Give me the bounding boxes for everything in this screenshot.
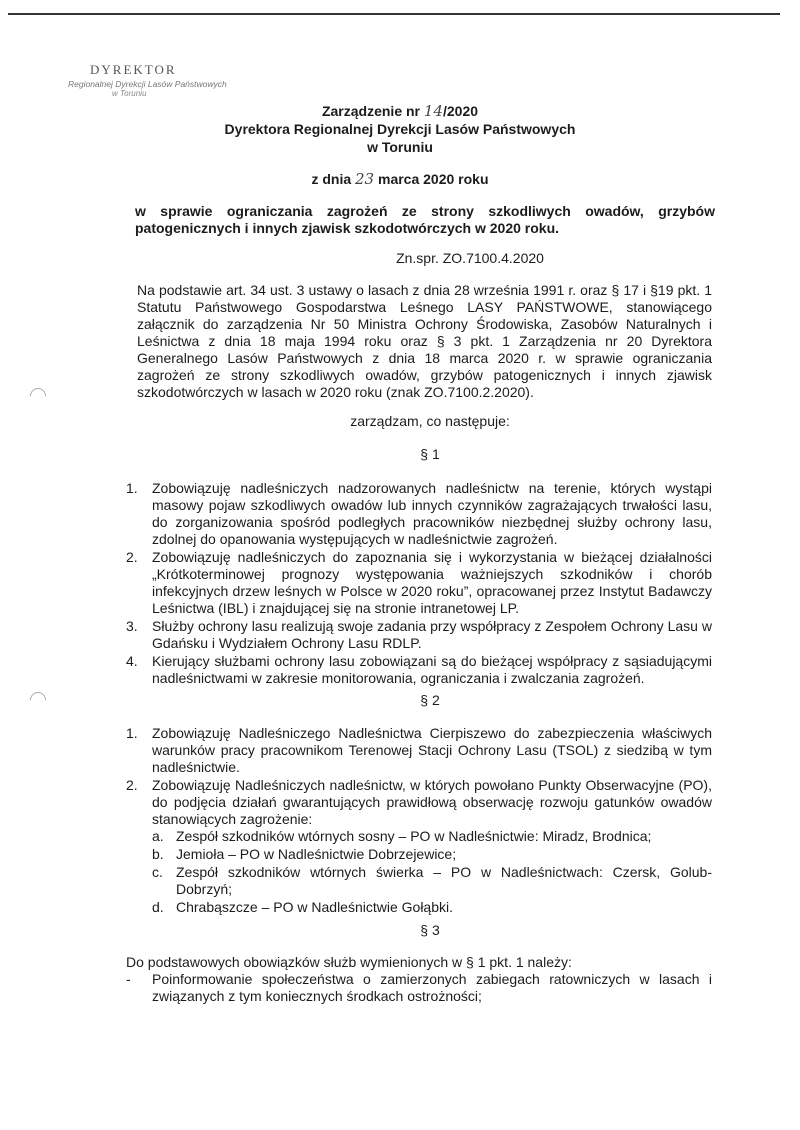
reference-number: Zn.spr. ZO.7100.4.2020 bbox=[396, 250, 544, 266]
stamp-city: w Toruniu bbox=[112, 89, 147, 98]
date-prefix: z dnia bbox=[311, 171, 352, 187]
section-3-list bbox=[126, 971, 712, 1005]
handwritten-day: 23 bbox=[355, 170, 375, 188]
list-item: 1. Zobowiązuję nadleśniczych nadzorowanych nadleśnictw na terenie, których wystąpi masowy pojaw szkodliwych owadów lub innych czynników zagrażających trwałości lasu, do zorganizowania spośród podległych pracowników niezbędnej służby ochrony lasu, zdolnej do opanowania występujących w nadleśnictwie zagrożeń. bbox=[126, 480, 712, 547]
list-item: 1. Zobowiązuję Nadleśniczego Nadleśnictwa Cierpiszewo do zabezpieczenia właściwych warunków pracy pracownikom Terenowej Stacji Ochrony Lasu (TSOL) z siedzibą w tym nadleśnictwie. bbox=[126, 725, 712, 775]
list-item: - Poinformowanie społeczeństwa o zamierzonych zabiegach ratowniczych w lasach i związanych z tym koniecznych środkach ostrożności; bbox=[126, 971, 712, 1004]
date-suffix: marca 2020 roku bbox=[378, 171, 489, 187]
sublist-item: b. Jemioła – PO w Nadleśnictwie Dobrzejewice; bbox=[152, 846, 457, 862]
title-line-3: w Toruniu bbox=[367, 139, 433, 155]
stamp-title: DYREKTOR bbox=[90, 62, 177, 77]
stamp-institution: Regionalnej Dyrekcji Lasów Państwowych bbox=[68, 79, 227, 89]
preamble: Na podstawie art. 34 ust. 3 ustawy o lasach z dnia 28 września 1991 r. oraz § 17 i §19 pkt. 1 Statutu Państwowego Gospodarstwa Leśnego LASY PAŃSTWOWE, stanowiącego załącznik do zarządzenia Nr 50 Ministra Ochrony Środowiska, Zasobów Naturalnych i Leśnictwa z dnia 18 maja 1994 roku oraz § 3 pkt. 1 Zarządzenia nr 20 Dyrektora Generalnego Lasów Państwowych z dnia 18 marca 2020 r. w sprawie ograniczania zagrożeń ze strony szkodliwych owadów, grzybów patogenicznych i innych zjawisk szkodotwórczych w lasach w 2020 roku (znak ZO.7100.2.2020). bbox=[137, 282, 712, 400]
sublist-item: c. Zespół szkodników wtórnych świerka – PO w Nadleśnictwach: Czersk, Golub-Dobrzyń; bbox=[152, 864, 712, 897]
sublist-item: a. Zespół szkodników wtórnych sosny – PO w Nadleśnictwie: Miradz, Brodnica; bbox=[152, 828, 652, 844]
handwritten-number: 14 bbox=[423, 102, 443, 120]
list-item: 2. Zobowiązuję Nadleśniczych nadleśnictw, w których powołano Punkty Obserwacyjne (PO), do podjęcia działań gwarantujących prawidłową obserwację rozwoju gatunków owadów stanowiących zagrożenie: a. Zespół szkodników wtórnych sosny – PO w Nadleśnictwie: Miradz, Brodnica; b. Jemioła – PO w Nadleśnictwie Dobrzejewice; c. Zespół szkodników wtórnych świerka – PO w Nadleśnictwach: Czersk, Golub-Dobrzyń; d. Chrabąszcze – PO w Nadleśnictwie Gołąbki. bbox=[126, 777, 712, 915]
punch-hole-top bbox=[27, 385, 50, 408]
document-title bbox=[0, 103, 800, 120]
section-2-heading: § 2 bbox=[420, 692, 440, 708]
title-prefix: Zarządzenie nr bbox=[321, 103, 420, 119]
top-rule bbox=[8, 13, 780, 15]
list-item: 2. Zobowiązuję nadleśniczych do zapoznania się i wykorzystania w bieżącej działalności „Krótkoterminowej prognozy występowania ważniejszych szkodników i chorób infekcyjnych drzew leśnych w Polsce w 2020 roku”, opracowanej przez Instytut Badawczy Leśnictwa (IBL) i znajdującej się na stronie intranetowej LP. bbox=[126, 549, 712, 616]
director-stamp bbox=[68, 62, 238, 98]
list-item: 4. Kierujący służbami ochrony lasu zobowiązani są do bieżącej współpracy z sąsiadującymi nadleśnictwami w zakresie monitorowania, ograniczania i zwalczania zagrożeń. bbox=[126, 653, 712, 686]
title-suffix: /2020 bbox=[442, 103, 479, 119]
document-date bbox=[0, 171, 800, 188]
section-1-heading: § 1 bbox=[420, 446, 440, 462]
section-1-list bbox=[126, 480, 712, 688]
subject: w sprawie ograniczania zagrożeń ze strony szkodliwych owadów, grzybów patogenicznych i innych zjawisk szkodotwórczych w 2020 roku. bbox=[135, 203, 715, 236]
section-2-list bbox=[126, 725, 712, 917]
decree-statement: zarządzam, co następuje: bbox=[350, 413, 510, 429]
sublist-item: d. Chrabąszcze – PO w Nadleśnictwie Gołąbki. bbox=[152, 899, 454, 915]
section-3-intro: Do podstawowych obowiązków służb wymienionych w § 1 pkt. 1 należy: bbox=[126, 954, 572, 970]
list-item: 3. Służby ochrony lasu realizują swoje zadania przy współpracy z Zespołem Ochrony Lasu w Gdańsku i Wydziałem Ochrony Lasu RDLP. bbox=[126, 618, 712, 651]
section-2-sublist bbox=[152, 828, 712, 916]
section-3-heading: § 3 bbox=[420, 922, 440, 938]
title-line-2: Dyrektora Regionalnej Dyrekcji Lasów Państwowych bbox=[224, 121, 576, 137]
